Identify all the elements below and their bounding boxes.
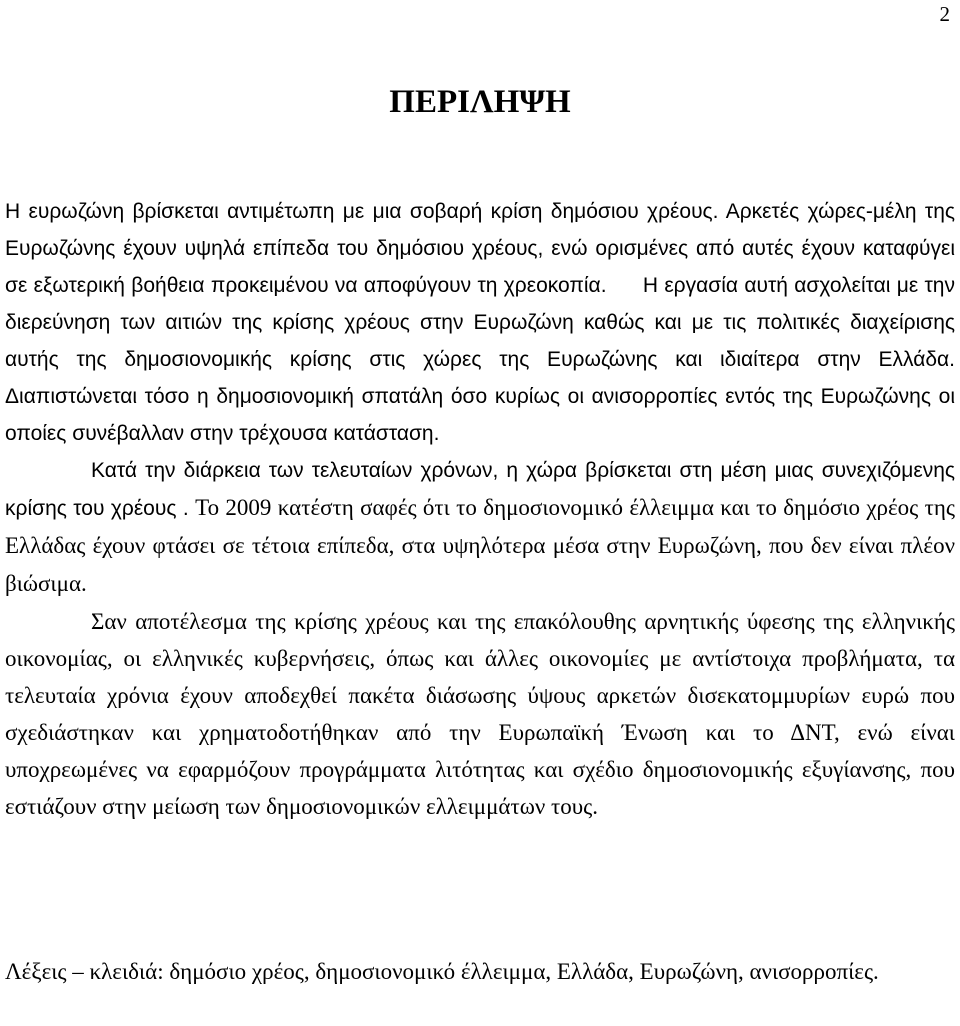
paragraph-crisis (5, 452, 955, 603)
paragraph-crisis-text: Κατά την διάρκεια των τελευταίων χρόνων, η χώρα βρίσκεται στη μέση μιας συνεχιζόμενης κρίσης του χρέους . (5, 459, 955, 520)
keywords: Λέξεις – κλειδιά: δημόσιο χρέος, δημοσιονομικό έλλειμμα, Ελλάδα, Ευρωζώνη, ανισορροπίες. (5, 959, 879, 984)
paragraph-intro-text: Η ευρωζώνη βρίσκεται αντιμέτωπη με μια σοβαρή κρίση δημόσιου χρέους. Αρκετές χώρες-μέλη της Ευρωζώνης έχουν υψηλά επίπεδα του δημόσιου χρέους, ενώ ορισμένες από αυτές έχουν καταφύγει σε εξωτερική βοήθεια προκειμένου να αποφύγουν τη χρεοκοπία. (5, 200, 955, 297)
paragraph-finding-text: Διαπιστώνεται τόσο η δημοσιονομική σπατάλη όσο κυρίως οι ανισορροπίες εντός της Ευρωζώνης οι οποίες συνέβαλλαν στην τρέχουσα κατάσταση. (5, 385, 955, 445)
paragraph-bailout: Σαν αποτέλεσμα της κρίσης χρέους και της επακόλουθης αρνητικής ύφεσης της ελληνικής οικονομίας, οι ελληνικές κυβερνήσεις, όπως και άλλες οικονομίες με αντίστοιχα προβλήματα, τα τελευταία χρόνια έχουν αποδεχθεί πακέτα διάσωσης ύψους αρκετών δισεκατομμυρίων ευρώ που σχεδιάστηκαν και χρηματοδοτήθηκαν από την Ευρωπαϊκή Ένωση και το ΔΝΤ, ενώ είναι υποχρεωμένες να εφαρμόζουν προγράμματα λιτότητας και σχέδιο δημοσιονομικής εξυγίανσης, που εστιάζουν στην μείωση των δημοσιονομικών ελλειμμάτων τους. (5, 609, 955, 819)
paragraph-2009-text: Το 2009 κατέστη σαφές ότι το δημοσιονομικό έλλειμμα και το δημόσιο χρέος της Ελλάδας έχουν φτάσει σε τέτοια επίπεδα, στα υψηλότερα μέσα στην Ευρωζώνη, που δεν είναι πλέον βιώσιμα. (5, 495, 955, 596)
page-title: ΠΕΡΙΛΗΨΗ (389, 84, 571, 120)
page-number: 2 (939, 2, 950, 26)
paragraph-intro (5, 193, 955, 452)
paragraph-scope-text: Η εργασία αυτή ασχολείται με την διερεύνηση των αιτιών της κρίσης χρέους στην Ευρωζώνη καθώς και με τις πολιτικές διαχείρισης αυτής της δημοσιονομικής κρίσης στις χώρες της Ευρωζώνης και ιδιαίτερα στην Ελλάδα. (5, 274, 955, 371)
abstract-body (5, 193, 955, 825)
